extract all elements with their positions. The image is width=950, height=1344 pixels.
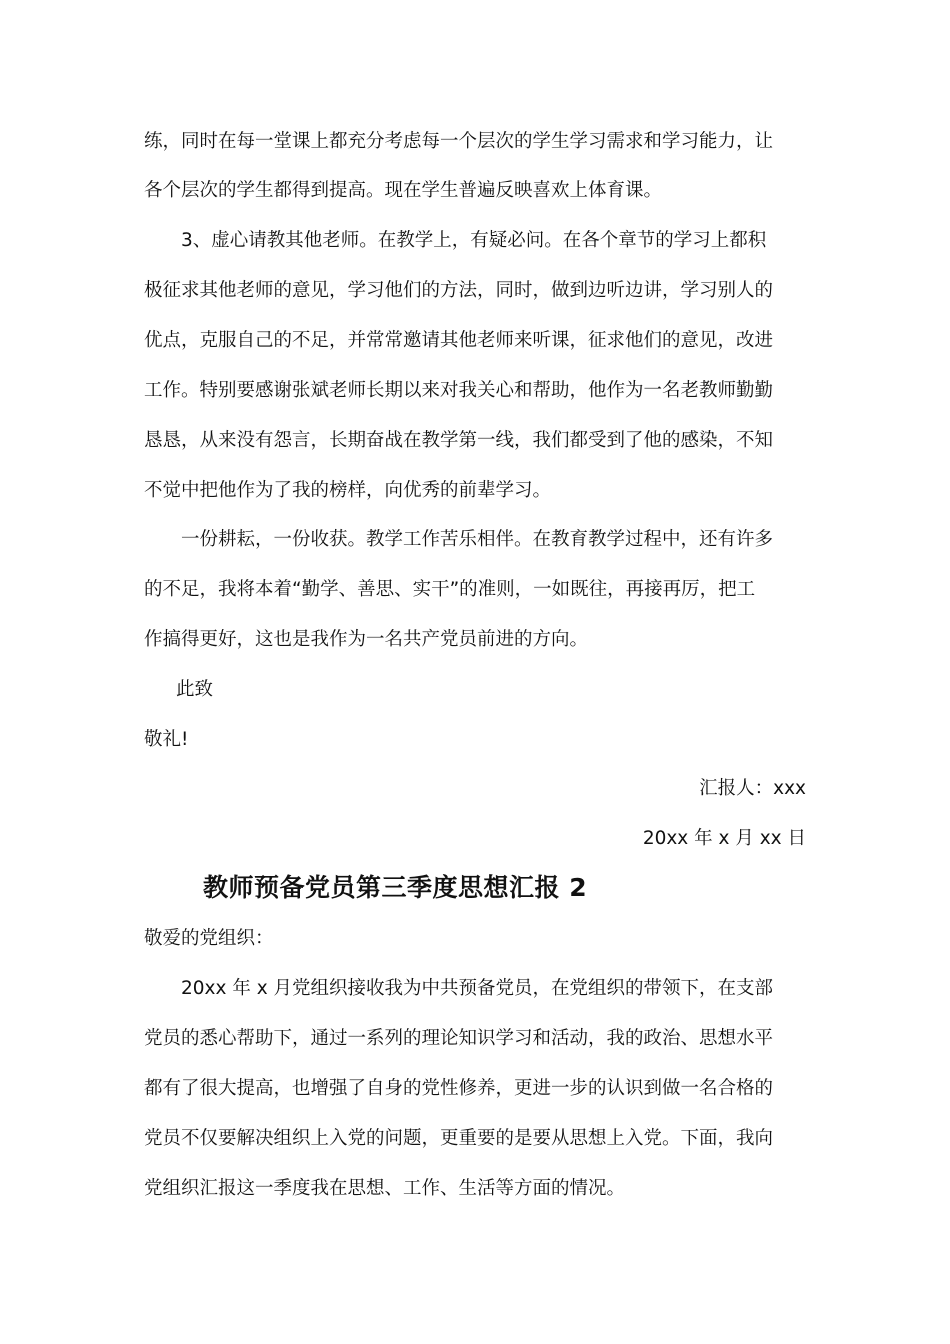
body-line: 一份耕耘，一份收获。教学工作苦乐相伴。在教育教学过程中，还有许多 [181, 529, 774, 550]
section-title: 教师预备党员第三季度思想汇报 2 [203, 873, 588, 902]
body-line: 作搞得更好，这也是我作为一名共产党员前进的方向。 [144, 629, 589, 650]
body-line: 都有了很大提高，也增强了自身的党性修养，更进一步的认识到做一名合格的 [144, 1078, 774, 1099]
body-line: 不觉中把他作为了我的榜样，向优秀的前辈学习。 [144, 480, 552, 501]
body-line: 20xx 年 x 月党组织接收我为中共预备党员，在党组织的带领下，在支部 [181, 978, 774, 999]
body-line: 党员的悉心帮助下，通过一系列的理论知识学习和活动，我的政治、思想水平 [144, 1028, 774, 1049]
body-line: 恳恳，从来没有怨言，长期奋战在教学第一线，我们都受到了他的感染，不知 [144, 430, 774, 451]
body-line: 练，同时在每一堂课上都充分考虑每一个层次的学生学习需求和学习能力，让 [144, 131, 774, 152]
body-line: 各个层次的学生都得到提高。现在学生普遍反映喜欢上体育课。 [144, 180, 663, 201]
report-date: 20xx 年 x 月 xx 日 [642, 828, 806, 849]
reporter-signature: 汇报人：xxx [699, 778, 806, 799]
body-line: 党员不仅要解决组织上入党的问题，更重要的是要从思想上入党。下面，我向 [144, 1128, 774, 1149]
body-line: 优点，克服自己的不足，并常常邀请其他老师来听课，征求他们的意见，改进 [144, 330, 774, 351]
body-line: 党组织汇报这一季度我在思想、工作、生活等方面的情况。 [144, 1178, 626, 1199]
greeting: 敬爱的党组织： [144, 928, 274, 949]
body-line: 的不足，我将本着“勤学、善思、实干”的准则，一如既往，再接再厉，把工 [144, 579, 756, 600]
body-line: 3、虚心请教其他老师。在教学上，有疑必问。在各个章节的学习上都积 [181, 230, 767, 251]
closing-regards: 敬礼! [144, 729, 189, 750]
body-line: 极征求其他老师的意见，学习他们的方法，同时，做到边听边讲，学习别人的 [144, 280, 774, 301]
closing-salutation: 此致 [176, 679, 214, 700]
body-line: 工作。特别要感谢张斌老师长期以来对我关心和帮助，他作为一名老教师勤勤 [144, 380, 774, 401]
